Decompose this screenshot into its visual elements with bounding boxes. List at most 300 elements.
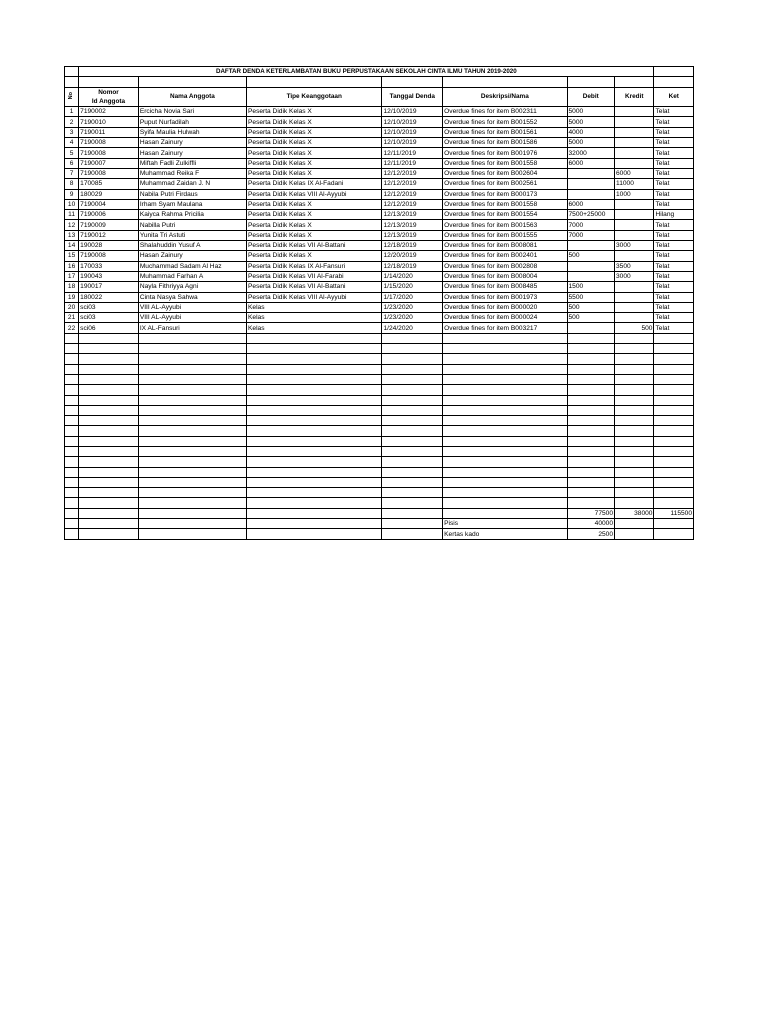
empty-cell[interactable]: [247, 498, 382, 508]
empty-cell[interactable]: [79, 436, 139, 446]
debit-cell[interactable]: 5000: [567, 117, 615, 127]
no-cell[interactable]: 6: [65, 158, 79, 168]
empty-cell[interactable]: [247, 364, 382, 374]
empty-cell[interactable]: [382, 477, 443, 487]
nama-cell[interactable]: Shalahuddin Yusuf A: [138, 241, 246, 251]
id-cell[interactable]: 7190008: [79, 138, 139, 148]
empty-cell[interactable]: [615, 354, 654, 364]
no-cell[interactable]: 19: [65, 292, 79, 302]
no-cell[interactable]: 8: [65, 179, 79, 189]
empty-cell[interactable]: [65, 405, 79, 415]
tanggal-cell[interactable]: 1/23/2020: [382, 313, 443, 323]
id-cell[interactable]: 7190004: [79, 199, 139, 209]
deskripsi-cell[interactable]: Overdue fines for item B002401: [443, 251, 567, 261]
no-cell[interactable]: 21: [65, 313, 79, 323]
empty-cell[interactable]: [443, 426, 567, 436]
nama-cell[interactable]: Muhammad Zaidan J. N: [138, 179, 246, 189]
empty-cell[interactable]: [567, 405, 615, 415]
empty-cell[interactable]: [65, 385, 79, 395]
debit-cell[interactable]: [567, 241, 615, 251]
tanggal-cell[interactable]: 12/13/2019: [382, 220, 443, 230]
empty-cell[interactable]: [567, 344, 615, 354]
empty-cell[interactable]: [138, 529, 246, 539]
tanggal-cell[interactable]: 1/17/2020: [382, 292, 443, 302]
nama-cell[interactable]: Muhammad Farhan A: [138, 271, 246, 281]
empty-cell[interactable]: [567, 385, 615, 395]
empty-cell[interactable]: [382, 416, 443, 426]
empty-cell[interactable]: [443, 446, 567, 456]
empty-cell[interactable]: [138, 385, 246, 395]
empty-cell[interactable]: [247, 405, 382, 415]
ket-cell[interactable]: Telat: [654, 220, 694, 230]
tipe-cell[interactable]: Peserta Didik Kelas X: [247, 117, 382, 127]
empty-cell[interactable]: [138, 436, 246, 446]
empty-cell[interactable]: [654, 498, 694, 508]
empty-cell[interactable]: [615, 364, 654, 374]
kredit-cell[interactable]: 11000: [615, 179, 654, 189]
empty-cell[interactable]: [65, 364, 79, 374]
empty-cell[interactable]: [567, 354, 615, 364]
empty-cell[interactable]: [443, 405, 567, 415]
tipe-cell[interactable]: Peserta Didik Kelas X: [247, 220, 382, 230]
empty-cell[interactable]: [247, 426, 382, 436]
deskripsi-cell[interactable]: Overdue fines for item B001586: [443, 138, 567, 148]
empty-cell[interactable]: [382, 405, 443, 415]
empty-cell[interactable]: [567, 333, 615, 343]
tipe-cell[interactable]: Kelas: [247, 302, 382, 312]
id-cell[interactable]: 7190012: [79, 230, 139, 240]
deskripsi-cell[interactable]: Overdue fines for item B008485: [443, 282, 567, 292]
empty-cell[interactable]: [247, 488, 382, 498]
kredit-cell[interactable]: [615, 199, 654, 209]
nama-cell[interactable]: Nayla Fithriyya Agni: [138, 282, 246, 292]
id-cell[interactable]: 7190008: [79, 148, 139, 158]
id-cell[interactable]: 180022: [79, 292, 139, 302]
empty-cell[interactable]: [79, 426, 139, 436]
no-cell[interactable]: 10: [65, 199, 79, 209]
kredit-cell[interactable]: 3500: [615, 261, 654, 271]
empty-cell[interactable]: [138, 467, 246, 477]
empty-cell[interactable]: [615, 488, 654, 498]
kredit-cell[interactable]: [615, 210, 654, 220]
id-cell[interactable]: sci03: [79, 313, 139, 323]
empty-cell[interactable]: [65, 498, 79, 508]
debit-cell[interactable]: 6000: [567, 158, 615, 168]
empty-cell[interactable]: [138, 457, 246, 467]
grand-total[interactable]: 115500: [654, 508, 694, 518]
empty-cell[interactable]: [443, 364, 567, 374]
empty-cell[interactable]: [654, 395, 694, 405]
empty-cell[interactable]: [247, 395, 382, 405]
debit-cell[interactable]: [567, 323, 615, 333]
deskripsi-cell[interactable]: Overdue fines for item B001558: [443, 158, 567, 168]
empty-cell[interactable]: [443, 333, 567, 343]
empty-cell[interactable]: [79, 477, 139, 487]
kredit-cell[interactable]: 3000: [615, 271, 654, 281]
ket-cell[interactable]: Telat: [654, 323, 694, 333]
empty-cell[interactable]: [65, 374, 79, 384]
tanggal-cell[interactable]: 12/10/2019: [382, 107, 443, 117]
id-cell[interactable]: 7190011: [79, 127, 139, 137]
id-cell[interactable]: 170033: [79, 261, 139, 271]
empty-cell[interactable]: [567, 426, 615, 436]
nama-cell[interactable]: Hasan Zainury: [138, 138, 246, 148]
debit-cell[interactable]: 1500: [567, 282, 615, 292]
empty-cell[interactable]: [654, 467, 694, 477]
ket-cell[interactable]: Telat: [654, 148, 694, 158]
empty-cell[interactable]: [567, 488, 615, 498]
empty-cell[interactable]: [382, 436, 443, 446]
total-kredit[interactable]: 38000: [615, 508, 654, 518]
empty-cell[interactable]: [138, 416, 246, 426]
id-cell[interactable]: 7190010: [79, 117, 139, 127]
empty-cell[interactable]: [615, 426, 654, 436]
tanggal-cell[interactable]: 12/18/2019: [382, 261, 443, 271]
empty-cell[interactable]: [654, 364, 694, 374]
empty-cell[interactable]: [654, 405, 694, 415]
debit-cell[interactable]: [567, 179, 615, 189]
tipe-cell[interactable]: Peserta Didik Kelas X: [247, 199, 382, 209]
corner-cell[interactable]: [65, 67, 79, 77]
debit-cell[interactable]: 7000: [567, 230, 615, 240]
empty-cell[interactable]: [65, 519, 79, 529]
empty-cell[interactable]: [65, 436, 79, 446]
tanggal-cell[interactable]: 12/11/2019: [382, 158, 443, 168]
empty-cell[interactable]: [79, 364, 139, 374]
empty-cell[interactable]: [654, 488, 694, 498]
empty-cell[interactable]: [382, 354, 443, 364]
deskripsi-cell[interactable]: Overdue fines for item B002311: [443, 107, 567, 117]
tipe-cell[interactable]: Peserta Didik Kelas X: [247, 168, 382, 178]
empty-cell[interactable]: [79, 446, 139, 456]
no-cell[interactable]: 13: [65, 230, 79, 240]
ket-cell[interactable]: Telat: [654, 138, 694, 148]
ket-cell[interactable]: Telat: [654, 179, 694, 189]
tipe-cell[interactable]: Peserta Didik Kelas IX Al-Fadani: [247, 179, 382, 189]
empty-cell[interactable]: [382, 374, 443, 384]
tipe-cell[interactable]: Peserta Didik Kelas X: [247, 138, 382, 148]
empty-cell[interactable]: [65, 446, 79, 456]
empty-cell[interactable]: [79, 344, 139, 354]
empty-cell[interactable]: [138, 344, 246, 354]
empty-cell[interactable]: [443, 477, 567, 487]
empty-cell[interactable]: [615, 395, 654, 405]
tanggal-cell[interactable]: 1/14/2020: [382, 271, 443, 281]
deskripsi-cell[interactable]: Overdue fines for item B001561: [443, 127, 567, 137]
empty-cell[interactable]: [567, 498, 615, 508]
tanggal-cell[interactable]: 12/10/2019: [382, 127, 443, 137]
kredit-cell[interactable]: 1000: [615, 189, 654, 199]
kredit-cell[interactable]: [615, 117, 654, 127]
empty-cell[interactable]: [443, 436, 567, 446]
total-debit[interactable]: 77500: [567, 508, 615, 518]
ket-cell[interactable]: Telat: [654, 230, 694, 240]
empty-cell[interactable]: [615, 446, 654, 456]
empty-cell[interactable]: [138, 426, 246, 436]
nama-cell[interactable]: Muchammad Sadam Al Haz: [138, 261, 246, 271]
empty-cell[interactable]: [654, 354, 694, 364]
tanggal-cell[interactable]: 12/12/2019: [382, 199, 443, 209]
deskripsi-cell[interactable]: Overdue fines for item B001558: [443, 199, 567, 209]
no-cell[interactable]: 17: [65, 271, 79, 281]
debit-cell[interactable]: 500: [567, 251, 615, 261]
tipe-cell[interactable]: Kelas: [247, 313, 382, 323]
ket-cell[interactable]: Telat: [654, 107, 694, 117]
empty-cell[interactable]: [654, 426, 694, 436]
id-cell[interactable]: 190028: [79, 241, 139, 251]
no-cell[interactable]: 11: [65, 210, 79, 220]
empty-cell[interactable]: [615, 416, 654, 426]
tanggal-cell[interactable]: 12/11/2019: [382, 148, 443, 158]
deskripsi-cell[interactable]: Overdue fines for item B000024: [443, 313, 567, 323]
no-cell[interactable]: 5: [65, 148, 79, 158]
kredit-cell[interactable]: [615, 220, 654, 230]
empty-cell[interactable]: [138, 364, 246, 374]
empty-cell[interactable]: [65, 508, 79, 518]
nama-cell[interactable]: Nabilla Putri: [138, 220, 246, 230]
ket-cell[interactable]: Telat: [654, 241, 694, 251]
nama-cell[interactable]: Hasan Zainury: [138, 148, 246, 158]
empty-cell[interactable]: [247, 508, 382, 518]
nama-cell[interactable]: VIII AL-Ayyubi: [138, 302, 246, 312]
kredit-cell[interactable]: [615, 107, 654, 117]
id-cell[interactable]: 7190009: [79, 220, 139, 230]
empty-cell[interactable]: [443, 344, 567, 354]
empty-cell[interactable]: [247, 529, 382, 539]
empty-cell[interactable]: [65, 426, 79, 436]
empty-cell[interactable]: [654, 519, 694, 529]
empty-cell[interactable]: [65, 333, 79, 343]
debit-cell[interactable]: 7000: [567, 220, 615, 230]
empty-cell[interactable]: [443, 416, 567, 426]
empty-cell[interactable]: [615, 457, 654, 467]
debit-cell[interactable]: 5000: [567, 138, 615, 148]
empty-cell[interactable]: [138, 519, 246, 529]
id-cell[interactable]: sci03: [79, 302, 139, 312]
empty-cell[interactable]: [382, 446, 443, 456]
debit-cell[interactable]: 32000: [567, 148, 615, 158]
debit-cell[interactable]: 5000: [567, 107, 615, 117]
empty-cell[interactable]: [79, 467, 139, 477]
empty-cell[interactable]: [654, 529, 694, 539]
empty-cell[interactable]: [382, 467, 443, 477]
deskripsi-cell[interactable]: Overdue fines for item B002561: [443, 179, 567, 189]
empty-cell[interactable]: [138, 498, 246, 508]
kredit-cell[interactable]: [615, 138, 654, 148]
empty-cell[interactable]: [247, 446, 382, 456]
no-cell[interactable]: 2: [65, 117, 79, 127]
debit-cell[interactable]: 7500+25000: [567, 210, 615, 220]
empty-cell[interactable]: [615, 436, 654, 446]
empty-cell[interactable]: [654, 374, 694, 384]
empty-cell[interactable]: [654, 457, 694, 467]
nama-cell[interactable]: Yunita Tri Astuti: [138, 230, 246, 240]
empty-cell[interactable]: [615, 529, 654, 539]
tipe-cell[interactable]: Peserta Didik Kelas X: [247, 210, 382, 220]
deskripsi-cell[interactable]: Overdue fines for item B001552: [443, 117, 567, 127]
tipe-cell[interactable]: Peserta Didik Kelas VII Al-Battani: [247, 241, 382, 251]
kredit-cell[interactable]: [615, 292, 654, 302]
deskripsi-cell[interactable]: Overdue fines for item B002808: [443, 261, 567, 271]
extra-label[interactable]: Kertas kado: [443, 529, 567, 539]
empty-cell[interactable]: [615, 385, 654, 395]
tanggal-cell[interactable]: 12/20/2019: [382, 251, 443, 261]
empty-cell[interactable]: [138, 446, 246, 456]
nama-cell[interactable]: Ercicha Novia Sari: [138, 107, 246, 117]
kredit-cell[interactable]: 3000: [615, 241, 654, 251]
empty-cell[interactable]: [247, 467, 382, 477]
kredit-cell[interactable]: 6000: [615, 168, 654, 178]
tanggal-cell[interactable]: 12/13/2019: [382, 210, 443, 220]
kredit-cell[interactable]: [615, 148, 654, 158]
deskripsi-cell[interactable]: Overdue fines for item B001563: [443, 220, 567, 230]
tanggal-cell[interactable]: 12/12/2019: [382, 189, 443, 199]
nama-cell[interactable]: Cinta Nasya Sahwa: [138, 292, 246, 302]
nama-cell[interactable]: Irham Syam Maulana: [138, 199, 246, 209]
deskripsi-cell[interactable]: Overdue fines for item B008081: [443, 241, 567, 251]
no-cell[interactable]: 3: [65, 127, 79, 137]
empty-cell[interactable]: [138, 333, 246, 343]
empty-cell[interactable]: [382, 385, 443, 395]
empty-cell[interactable]: [65, 395, 79, 405]
empty-cell[interactable]: [382, 498, 443, 508]
deskripsi-cell[interactable]: Overdue fines for item B001555: [443, 230, 567, 240]
empty-cell[interactable]: [247, 333, 382, 343]
ket-cell[interactable]: Telat: [654, 292, 694, 302]
deskripsi-cell[interactable]: Overdue fines for item B001554: [443, 210, 567, 220]
nama-cell[interactable]: VIII AL-Ayyubi: [138, 313, 246, 323]
empty-cell[interactable]: [79, 498, 139, 508]
empty-cell[interactable]: [247, 457, 382, 467]
id-cell[interactable]: 190017: [79, 282, 139, 292]
tipe-cell[interactable]: Peserta Didik Kelas IX Al-Fansuri: [247, 261, 382, 271]
no-cell[interactable]: 1: [65, 107, 79, 117]
no-cell[interactable]: 16: [65, 261, 79, 271]
nama-cell[interactable]: IX AL-Fansuri: [138, 323, 246, 333]
empty-cell[interactable]: [382, 457, 443, 467]
empty-cell[interactable]: [79, 333, 139, 343]
nama-cell[interactable]: Nabila Putri Firdaus: [138, 189, 246, 199]
nama-cell[interactable]: Hasan Zainury: [138, 251, 246, 261]
kredit-cell[interactable]: [615, 302, 654, 312]
empty-cell[interactable]: [382, 344, 443, 354]
tanggal-cell[interactable]: 12/18/2019: [382, 241, 443, 251]
tanggal-cell[interactable]: 12/12/2019: [382, 179, 443, 189]
debit-cell[interactable]: 500: [567, 302, 615, 312]
empty-cell[interactable]: [79, 405, 139, 415]
id-cell[interactable]: 180029: [79, 189, 139, 199]
empty-cell[interactable]: [382, 529, 443, 539]
tipe-cell[interactable]: Peserta Didik Kelas X: [247, 251, 382, 261]
tanggal-cell[interactable]: 12/10/2019: [382, 117, 443, 127]
empty-cell[interactable]: [79, 508, 139, 518]
empty-cell[interactable]: [443, 395, 567, 405]
debit-cell[interactable]: 5500: [567, 292, 615, 302]
ket-cell[interactable]: Telat: [654, 251, 694, 261]
no-cell[interactable]: 14: [65, 241, 79, 251]
empty-cell[interactable]: [382, 426, 443, 436]
empty-cell[interactable]: [79, 488, 139, 498]
empty-cell[interactable]: [65, 354, 79, 364]
no-cell[interactable]: 15: [65, 251, 79, 261]
tipe-cell[interactable]: Peserta Didik Kelas X: [247, 230, 382, 240]
empty-cell[interactable]: [65, 529, 79, 539]
empty-cell[interactable]: [138, 488, 246, 498]
empty-cell[interactable]: [382, 333, 443, 343]
empty-cell[interactable]: [654, 385, 694, 395]
debit-cell[interactable]: [567, 271, 615, 281]
empty-cell[interactable]: [247, 385, 382, 395]
empty-cell[interactable]: [615, 477, 654, 487]
id-cell[interactable]: 7190007: [79, 158, 139, 168]
empty-cell[interactable]: [65, 416, 79, 426]
deskripsi-cell[interactable]: Overdue fines for item B002604: [443, 168, 567, 178]
ket-cell[interactable]: Telat: [654, 313, 694, 323]
ket-cell[interactable]: Telat: [654, 302, 694, 312]
empty-cell[interactable]: [567, 374, 615, 384]
ket-cell[interactable]: Telat: [654, 199, 694, 209]
tanggal-cell[interactable]: 12/13/2019: [382, 230, 443, 240]
empty-cell[interactable]: [79, 519, 139, 529]
empty-cell[interactable]: [615, 498, 654, 508]
empty-cell[interactable]: [443, 498, 567, 508]
tanggal-cell[interactable]: 1/23/2020: [382, 302, 443, 312]
empty-cell[interactable]: [615, 333, 654, 343]
empty-cell[interactable]: [79, 374, 139, 384]
tipe-cell[interactable]: Peserta Didik Kelas VII Al-Battani: [247, 282, 382, 292]
empty-cell[interactable]: [138, 395, 246, 405]
id-cell[interactable]: 7190008: [79, 251, 139, 261]
debit-cell[interactable]: 4000: [567, 127, 615, 137]
nama-cell[interactable]: Syifa Maulia Hulwah: [138, 127, 246, 137]
empty-cell[interactable]: [382, 519, 443, 529]
id-cell[interactable]: 7190002: [79, 107, 139, 117]
tipe-cell[interactable]: Peserta Didik Kelas X: [247, 158, 382, 168]
deskripsi-cell[interactable]: Overdue fines for item B001976: [443, 148, 567, 158]
empty-cell[interactable]: [79, 529, 139, 539]
empty-cell[interactable]: [654, 333, 694, 343]
tanggal-cell[interactable]: 1/15/2020: [382, 282, 443, 292]
empty-cell[interactable]: [138, 508, 246, 518]
debit-cell[interactable]: [567, 168, 615, 178]
deskripsi-cell[interactable]: Overdue fines for item B000020: [443, 302, 567, 312]
empty-cell[interactable]: [382, 364, 443, 374]
tipe-cell[interactable]: Peserta Didik Kelas X: [247, 107, 382, 117]
empty-cell[interactable]: [615, 519, 654, 529]
kredit-cell[interactable]: [615, 158, 654, 168]
kredit-cell[interactable]: 500: [615, 323, 654, 333]
debit-cell[interactable]: 500: [567, 313, 615, 323]
nama-cell[interactable]: Miftah Fadli Zulkiffli: [138, 158, 246, 168]
empty-cell[interactable]: [138, 477, 246, 487]
empty-cell[interactable]: [654, 477, 694, 487]
debit-cell[interactable]: [567, 189, 615, 199]
empty-cell[interactable]: [138, 405, 246, 415]
no-cell[interactable]: 22: [65, 323, 79, 333]
empty-cell[interactable]: [247, 477, 382, 487]
empty-cell[interactable]: [443, 385, 567, 395]
empty-cell[interactable]: [443, 374, 567, 384]
kredit-cell[interactable]: [615, 282, 654, 292]
empty-cell[interactable]: [247, 354, 382, 364]
empty-cell[interactable]: [567, 467, 615, 477]
ket-cell[interactable]: Telat: [654, 117, 694, 127]
empty-cell[interactable]: [382, 508, 443, 518]
debit-cell[interactable]: [567, 261, 615, 271]
empty-cell[interactable]: [79, 354, 139, 364]
ket-cell[interactable]: Telat: [654, 189, 694, 199]
empty-cell[interactable]: [567, 436, 615, 446]
